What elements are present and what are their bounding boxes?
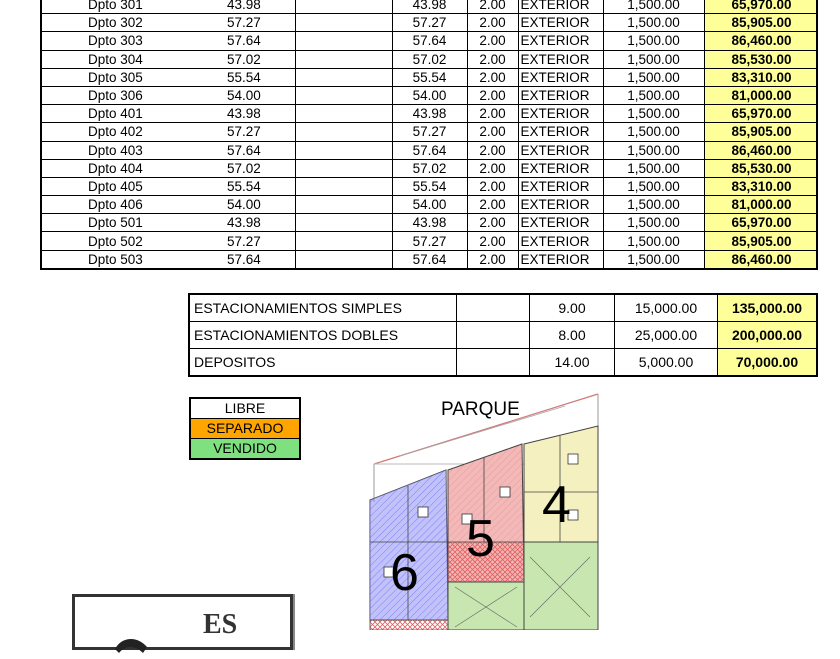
- unit-view: EXTERIOR: [518, 123, 603, 141]
- unit-view: EXTERIOR: [518, 196, 603, 214]
- unit-row: [41, 214, 817, 232]
- unit-name: Dpto 503: [41, 250, 199, 269]
- unit-area: 55.54: [199, 68, 295, 86]
- parking-qty: 8.00: [530, 322, 615, 349]
- unit-row: [41, 0, 817, 14]
- blank-cell: [295, 105, 392, 123]
- blank-cell: [295, 250, 392, 269]
- green-zone-2: [448, 582, 524, 630]
- unit-name: Dpto 406: [41, 196, 199, 214]
- unit-name: Dpto 306: [41, 86, 199, 104]
- blank-cell: [457, 349, 530, 377]
- parking-unit-price: 5,000.00: [615, 349, 718, 377]
- status-legend: [189, 397, 301, 460]
- unit-row: [41, 86, 817, 104]
- unit-row: [41, 141, 817, 159]
- unit-name: Dpto 403: [41, 141, 199, 159]
- unit-factor: 2.00: [467, 50, 518, 68]
- unit-area-total: 57.27: [392, 14, 467, 32]
- unit-name: Dpto 405: [41, 177, 199, 195]
- unit-view: EXTERIOR: [518, 14, 603, 32]
- unit-view: EXTERIOR: [518, 86, 603, 104]
- unit-name: Dpto 305: [41, 68, 199, 86]
- unit-area-total: 54.00: [392, 86, 467, 104]
- unit-name: Dpto 501: [41, 214, 199, 232]
- parking-qty: 14.00: [530, 349, 615, 377]
- unit-name: Dpto 502: [41, 232, 199, 250]
- unit-name: Dpto 303: [41, 32, 199, 50]
- unit-factor: 2.00: [467, 196, 518, 214]
- unit-number-5: 5: [466, 510, 495, 568]
- unit-area: 57.02: [199, 159, 295, 177]
- unit-price: 85,905.00: [704, 14, 817, 32]
- unit-name: Dpto 304: [41, 50, 199, 68]
- unit-row: [41, 68, 817, 86]
- unit-view: EXTERIOR: [518, 159, 603, 177]
- unit-factor: 2.00: [467, 123, 518, 141]
- unit-factor: 2.00: [467, 0, 518, 14]
- unit-row: [41, 123, 817, 141]
- logo-emblem-icon: [107, 619, 167, 659]
- unit-price: 85,905.00: [704, 232, 817, 250]
- unit-view: EXTERIOR: [518, 105, 603, 123]
- unit-price: 65,970.00: [704, 105, 817, 123]
- unit-area: 57.27: [199, 232, 295, 250]
- unit-area-total: 57.02: [392, 50, 467, 68]
- parking-table: [188, 293, 818, 377]
- unit-area: 57.27: [199, 123, 295, 141]
- parking-total: 135,000.00: [718, 294, 818, 322]
- unit-view: EXTERIOR: [518, 50, 603, 68]
- parking-name: DEPOSITOS: [189, 349, 457, 377]
- unit-price: 81,000.00: [704, 196, 817, 214]
- blank-cell: [295, 0, 392, 14]
- unit-area-total: 43.98: [392, 214, 467, 232]
- parking-row: [189, 349, 817, 377]
- unit-price-per-m2: 1,500.00: [603, 68, 704, 86]
- company-logo: [72, 594, 293, 650]
- unit-view: EXTERIOR: [518, 0, 603, 14]
- unit-area-total: 43.98: [392, 105, 467, 123]
- unit-area: 54.00: [199, 196, 295, 214]
- unit-row: [41, 50, 817, 68]
- unit-price-per-m2: 1,500.00: [603, 141, 704, 159]
- unit-factor: 2.00: [467, 141, 518, 159]
- unit-price: 85,530.00: [704, 159, 817, 177]
- unit-price-per-m2: 1,500.00: [603, 214, 704, 232]
- unit-area-total: 57.64: [392, 250, 467, 269]
- unit-area-total: 54.00: [392, 196, 467, 214]
- unit-price-per-m2: 1,500.00: [603, 105, 704, 123]
- unit-factor: 2.00: [467, 86, 518, 104]
- unit-factor: 2.00: [467, 232, 518, 250]
- unit-row: [41, 32, 817, 50]
- unit-area-total: 43.98: [392, 0, 467, 14]
- unit-area: 57.64: [199, 32, 295, 50]
- unit-view: EXTERIOR: [518, 214, 603, 232]
- unit-price-per-m2: 1,500.00: [603, 159, 704, 177]
- floor-plan: [360, 392, 605, 630]
- unit-area-total: 57.27: [392, 232, 467, 250]
- blank-cell: [295, 86, 392, 104]
- unit-price: 83,310.00: [704, 68, 817, 86]
- legend-item-libre: LIBRE: [191, 399, 299, 419]
- unit-price: 86,460.00: [704, 32, 817, 50]
- parking-total: 200,000.00: [718, 322, 818, 349]
- unit-area: 43.98: [199, 0, 295, 14]
- unit-price-per-m2: 1,500.00: [603, 86, 704, 104]
- unit-price-per-m2: 1,500.00: [603, 196, 704, 214]
- unit-view: EXTERIOR: [518, 32, 603, 50]
- unit-area: 57.64: [199, 141, 295, 159]
- unit-area: 54.00: [199, 86, 295, 104]
- logo-text: ES: [203, 609, 238, 640]
- blank-cell: [295, 214, 392, 232]
- unit-area: 55.54: [199, 177, 295, 195]
- unit-price-per-m2: 1,500.00: [603, 0, 704, 14]
- unit-factor: 2.00: [467, 250, 518, 269]
- unit-area-total: 57.64: [392, 32, 467, 50]
- blank-cell: [295, 177, 392, 195]
- unit-row: [41, 14, 817, 32]
- unit-price-per-m2: 1,500.00: [603, 250, 704, 269]
- unit-price: 65,970.00: [704, 0, 817, 14]
- unit-name: Dpto 302: [41, 14, 199, 32]
- unit-area-total: 57.64: [392, 141, 467, 159]
- unit-factor: 2.00: [467, 159, 518, 177]
- parking-name: ESTACIONAMIENTOS SIMPLES: [189, 294, 457, 322]
- unit-price-per-m2: 1,500.00: [603, 32, 704, 50]
- unit-area: 57.27: [199, 14, 295, 32]
- unit-view: EXTERIOR: [518, 177, 603, 195]
- unit-price-per-m2: 1,500.00: [603, 177, 704, 195]
- unit-price-per-m2: 1,500.00: [603, 50, 704, 68]
- unit-area-total: 55.54: [392, 68, 467, 86]
- unit-area-total: 57.02: [392, 159, 467, 177]
- unit-row: [41, 159, 817, 177]
- unit-name: Dpto 402: [41, 123, 199, 141]
- parking-unit-price: 15,000.00: [615, 294, 718, 322]
- unit-price: 83,310.00: [704, 177, 817, 195]
- unit-price-per-m2: 1,500.00: [603, 232, 704, 250]
- unit-factor: 2.00: [467, 214, 518, 232]
- unit-area: 57.64: [199, 250, 295, 269]
- blank-cell: [295, 196, 392, 214]
- unit-name: Dpto 401: [41, 105, 199, 123]
- unit-area: 43.98: [199, 105, 295, 123]
- parking-name: ESTACIONAMIENTOS DOBLES: [189, 322, 457, 349]
- unit-row: [41, 177, 817, 195]
- parking-row: [189, 322, 817, 349]
- unit-area: 57.02: [199, 50, 295, 68]
- unit-area-total: 55.54: [392, 177, 467, 195]
- blank-cell: [295, 141, 392, 159]
- blank-cell: [295, 50, 392, 68]
- unit-view: EXTERIOR: [518, 250, 603, 269]
- parking-total: 70,000.00: [718, 349, 818, 377]
- unit-view: EXTERIOR: [518, 68, 603, 86]
- unit-price: 85,530.00: [704, 50, 817, 68]
- blank-cell: [457, 322, 530, 349]
- unit-row: [41, 196, 817, 214]
- unit-view: EXTERIOR: [518, 232, 603, 250]
- unit-price: 85,905.00: [704, 123, 817, 141]
- blank-cell: [295, 232, 392, 250]
- unit-price-per-m2: 1,500.00: [603, 14, 704, 32]
- unit-number-6: 6: [390, 544, 419, 602]
- unit-factor: 2.00: [467, 177, 518, 195]
- legend-item-separado: SEPARADO: [191, 419, 299, 439]
- unit-name: Dpto 404: [41, 159, 199, 177]
- unit-price: 65,970.00: [704, 214, 817, 232]
- blank-cell: [295, 68, 392, 86]
- unit-name: Dpto 301: [41, 0, 199, 14]
- unit-price: 86,460.00: [704, 141, 817, 159]
- unit-factor: 2.00: [467, 105, 518, 123]
- unit-price: 81,000.00: [704, 86, 817, 104]
- unit-price: 86,460.00: [704, 250, 817, 269]
- unit-row: [41, 105, 817, 123]
- unit-area-total: 57.27: [392, 123, 467, 141]
- parking-qty: 9.00: [530, 294, 615, 322]
- unit-area: 43.98: [199, 214, 295, 232]
- legend-item-vendido: VENDIDO: [191, 439, 299, 458]
- unit-factor: 2.00: [467, 32, 518, 50]
- parking-row: [189, 294, 817, 322]
- blank-cell: [295, 123, 392, 141]
- unit-factor: 2.00: [467, 14, 518, 32]
- blank-cell: [295, 159, 392, 177]
- unit-number-4: 4: [542, 476, 571, 534]
- unit-view: EXTERIOR: [518, 141, 603, 159]
- blank-cell: [295, 32, 392, 50]
- unit-row: [41, 232, 817, 250]
- blank-cell: [457, 294, 530, 322]
- parking-unit-price: 25,000.00: [615, 322, 718, 349]
- plan-title: PARQUE: [441, 399, 520, 420]
- unit-factor: 2.00: [467, 68, 518, 86]
- blank-cell: [295, 14, 392, 32]
- units-table: [40, 0, 818, 270]
- unit-price-per-m2: 1,500.00: [603, 123, 704, 141]
- unit-row: [41, 250, 817, 269]
